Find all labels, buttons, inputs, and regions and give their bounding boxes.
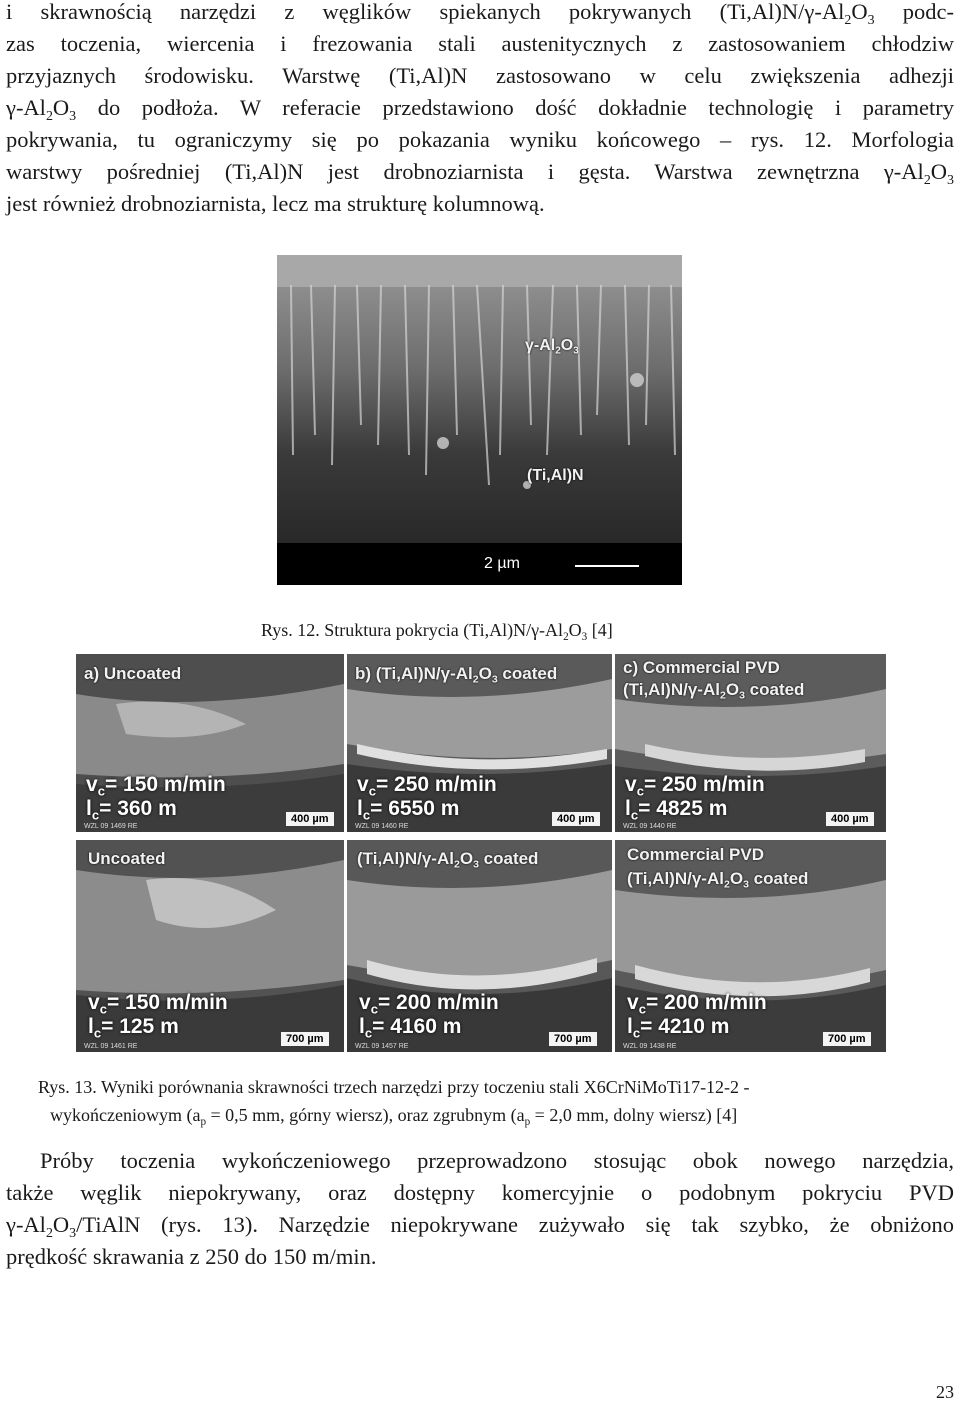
figure-13-caption-line2: wykończeniowym ($a_p = 0,5$ mm, górny wiersz), oraz zgrubnym ($a_p = 2,0$ mm, dolny wiersz) [4] [50,1105,738,1128]
cutting-speed-value: $v_c= 200$ m/min [359,991,499,1017]
scale-bar-label: 400 µm [826,812,874,826]
cutting-length-value: $l_c= 4160$ m [359,1015,462,1041]
panel-b-new-coating-finishing [347,654,612,832]
text-line: także węglik niepokrywany, oraz dostępny komercyjnie o podobnym pokryciu PVD [6,1180,954,1205]
panel-title: Uncoated [88,849,166,868]
cutting-length-value: $l_c= 6550$ m [357,797,460,823]
coating-structure-image [277,255,682,585]
panel-subtitle: $(Ti,Al)N/\gamma-Al_2O_3$ coated [623,680,805,702]
text-line: i skrawnością narzędzi z węglików spiekanych pokrywanych $(Ti,Al)N/\gamma-Al_2O_3$ podc- [6,0,954,28]
scale-bar-label: 700 µm [281,1032,329,1046]
cutting-speed-value: $v_c= 200$ m/min [627,991,767,1017]
panel-uncoated-roughing [76,840,344,1052]
figure-13-caption-line1: Rys. 13. Wyniki porównania skrawności trzech narzędzi przy toczeniu stali X6CrNiMoTi17-12-2 - [38,1077,750,1097]
image-id-text: WZL 09 1457 RE [355,1043,409,1050]
text-line: pokrywania, tu ograniczymy się po pokazania wyniku końcowego – rys. 12. Morfologia [6,127,954,152]
image-id-text: WZL 09 1460 RE [355,823,409,830]
cutting-length-value: $l_c= 4210$ m [627,1015,730,1041]
text-line: przyjaznych środowisku. Warstwę (Ti,Al)N zastosowano w celu zwiększenia adhezji [6,63,954,88]
scale-bar-label: 400 µm [286,812,334,826]
text-line: Próby toczenia wykończeniowego przeprowadzono stosując obok nowego narzędzia, [40,1148,954,1173]
panel-title: c) Commercial PVD [623,658,780,677]
text-line: jest również drobnoziarnista, lecz ma strukturę kolumnową. [6,191,545,216]
panel-commercial-pvd-roughing [615,840,886,1052]
cutting-speed-value: $v_c= 250$ m/min [625,773,765,799]
text-line: prędkość skrawania z 250 do 150 m/min. [6,1244,377,1269]
image-id-text: WZL 09 1438 RE [623,1043,677,1050]
scale-bar-label: 400 µm [552,812,600,826]
text-line: zas toczenia, wiercenia i frezowania stali austenitycznych z zastosowaniem chłodziw [6,31,954,56]
panel-subtitle: $(Ti,Al)N/\gamma-Al_2O_3$ coated [627,869,809,891]
text-line: $\gamma-Al_2O_3$/TiAlN (rys. 13). Narzędzie niepokrywane zużywało się tak szybko, że obniżono [6,1212,954,1241]
figure-12-caption: Rys. 12. Struktura pokrycia $(Ti,Al)N/\gamma-Al_2O_3$ [4] [261,620,613,643]
sem-micrograph [277,255,682,585]
panel-title: Commercial PVD [627,845,764,864]
image-id-text: WZL 09 1469 RE [84,823,138,830]
tialn-label: (Ti,Al)N [527,467,584,484]
cutting-speed-value: $v_c= 150$ m/min [88,991,228,1017]
text-line: $\gamma-Al_2O_3$ do podłoża. W referacie przedstawiono dość dokładnie technologię i parametry [6,95,954,124]
panel-c-commercial-pvd-finishing [615,654,886,832]
panel-new-coating-roughing [347,840,612,1052]
cutting-length-value: $l_c= 4825$ m [625,797,728,823]
cutting-speed-value: $v_c= 250$ m/min [357,773,497,799]
scale-bar-label: 700 µm [549,1032,597,1046]
scale-bar-label: 2 µm [484,555,520,572]
image-id-text: WZL 09 1461 RE [84,1043,138,1050]
cutting-speed-value: $v_c= 150$ m/min [86,773,226,799]
text-line: warstwy pośredniej (Ti,Al)N jest drobnoziarnista i gęsta. Warstwa zewnętrzna $\gamma-Al_2O_3$ [6,159,954,188]
panel-title: $(Ti,Al)N/\gamma-Al_2O_3$ coated [357,849,539,871]
panel-title: b) $(Ti,Al)N/\gamma-Al_2O_3$ coated [355,664,558,686]
gamma-alumina-label: $\gamma-Al_2O_3$ [525,337,579,357]
cutting-length-value: $l_c= 125$ m [88,1015,179,1041]
image-id-text: WZL 09 1440 RE [623,823,677,830]
intro-paragraph [6,0,954,220]
panel-title: a) Uncoated [84,664,182,683]
results-paragraph [6,1145,954,1273]
scale-bar-label: 700 µm [823,1032,871,1046]
panel-a-uncoated-finishing [76,654,344,832]
cutting-length-value: $l_c= 360$ m [86,797,177,823]
page-number: 23 [936,1382,954,1402]
